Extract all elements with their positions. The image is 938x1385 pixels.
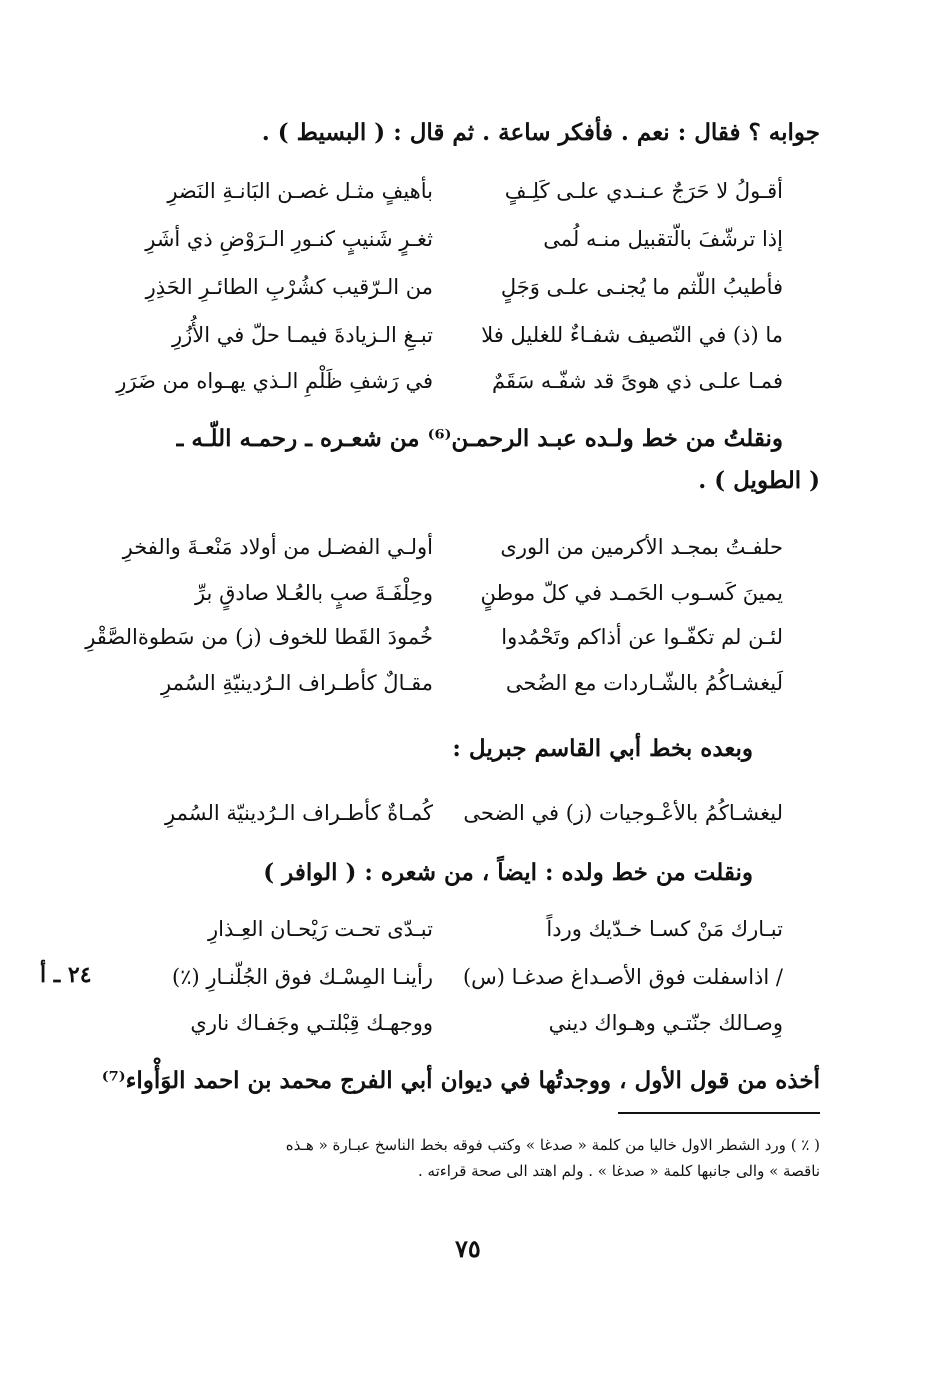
verse-row (0, 578, 938, 612)
transition-line: ونقلت من خط ولده : ايضاً ، من شعره : ( الوافر ) (263, 859, 753, 886)
second-hemistich: خُمودَ القَطا للخوف (ز) من سَطوةالصَّقْرِ (85, 625, 433, 649)
verse-row (0, 366, 938, 400)
footnote-divider (618, 1112, 820, 1114)
closing-line: أخذه من قول الأول ، ووجدتُها في ديوان أبي الفرج محمد بن احمد الوَأْواء⁽⁷⁾ (101, 1067, 820, 1094)
first-hemistich: / اذاسفلت فوق الأصـداغ صدغـا (س) (462, 965, 783, 989)
second-hemistich: من الـرّقيب كشُرْبِ الطائـرِ الحَذِرِ (145, 275, 433, 299)
first-hemistich: لَيغشـاكُمُ بالشّـاردات مع الضُحى (505, 671, 783, 695)
second-hemistich: أولـي الفضـل من أولاد مَنْعـةَ والفخرِ (122, 535, 433, 559)
first-hemistich: فأطيبُ اللّثم ما يُجنـى علـى وَجَلٍ (500, 275, 783, 299)
footnote-line: ناقصة » والى جانبها كلمة « صدغا » . ولم اهتد الى صحة قراءته . (417, 1162, 820, 1180)
first-hemistich: إذا ترشّفَ بالّتقبيل منـه لُمى (543, 227, 783, 251)
first-hemistich: حلفـتُ بمجـد الأكرمين من الورى (500, 535, 783, 559)
second-hemistich: وحِلْفَـةَ صبٍ بالعُـلا صادقٍ برِّ (194, 581, 433, 605)
transition-line: ونقلتُ من خط ولـده عبـد الرحمـن⁽⁶⁾ من شعـره ـ رحمـه اللّـه ـ (176, 425, 783, 452)
second-hemistich: كُمـاةٌ كأطـراف الـرُدينيّة السُمرِ (165, 801, 433, 825)
verse-row (0, 176, 938, 210)
first-hemistich: تبـارك مَنْ كسـا خـدّيك ورداً (546, 917, 783, 941)
second-hemistich: ووجهـك قِبْلتـي وجَفـاك ناري (190, 1011, 433, 1035)
verse-row (0, 962, 938, 996)
second-hemistich: ثغـرٍ شَنيبٍ كنـورِ الـرَوْضِ ذي أشَرِ (145, 227, 433, 251)
verse-row (0, 798, 938, 832)
second-hemistich: تبـغِ الـزيادةَ فيمـا حلّ في الأُزُرِ (171, 323, 433, 347)
verse-row (0, 1008, 938, 1042)
first-hemistich: أقـولُ لا حَرَجٌ عـنـدي علـى كَلِـفٍ (504, 179, 783, 203)
verse-row (0, 320, 938, 354)
second-hemistich: رأينـا المِسْـك فوق الجُلّنـارِ (٪) (172, 965, 433, 989)
verse-row (0, 914, 938, 948)
second-hemistich: تبـدّى تحـت رَيْحـان العِـذارِ (207, 917, 433, 941)
intro-line: جوابه ؟ فقال : نعم . فأفكر ساعة . ثم قال : ( البسيط ) . (261, 119, 820, 146)
second-hemistich: مقـالٌ كأطـراف الـرُدينيّةِ السُمرِ (161, 671, 433, 695)
transition-line: ( الطويل ) . (698, 467, 820, 494)
second-hemistich: بأهيفٍ مثـل غصـن البَانـةِ النَضرِ (167, 179, 433, 203)
verse-row (0, 668, 938, 702)
first-hemistich: ما (ذ) في النّصيف شفـاءٌ للغليل فلا (481, 323, 783, 347)
first-hemistich: فمـا علـى ذي هوىً قد شفّـه سَقَمٌ (492, 369, 783, 393)
first-hemistich: يمينَ كَسـوب الحَمـد في كلّ موطنٍ (480, 581, 783, 605)
verse-row (0, 532, 938, 566)
transition-line: وبعده بخط أبي القاسم جبريل : (452, 735, 753, 762)
first-hemistich: ليغشـاكُمُ بالأعْـوجيات (ز) في الضحى (463, 801, 783, 825)
folio-marker: ٢٤ ـ أ (40, 962, 92, 988)
verse-row (0, 224, 938, 258)
footnote-line: ( ٪ ) ورد الشطر الاول خاليا من كلمة « صدغا » وكتب فوقه بخط الناسخ عبـارة « هـذه (285, 1136, 820, 1154)
verse-row (0, 272, 938, 306)
second-hemistich: في رَشفِ ظَلْمِ الـذي يهـواه من ضَرَرِ (116, 369, 433, 393)
first-hemistich: لئـن لم تكفّـوا عن أذاكم وتَحْمُدوا (501, 625, 783, 649)
verse-row (0, 622, 938, 656)
first-hemistich: وِصـالك جنّتـي وهـواك ديني (548, 1011, 783, 1035)
page-number: ٧٥ (455, 1234, 481, 1263)
